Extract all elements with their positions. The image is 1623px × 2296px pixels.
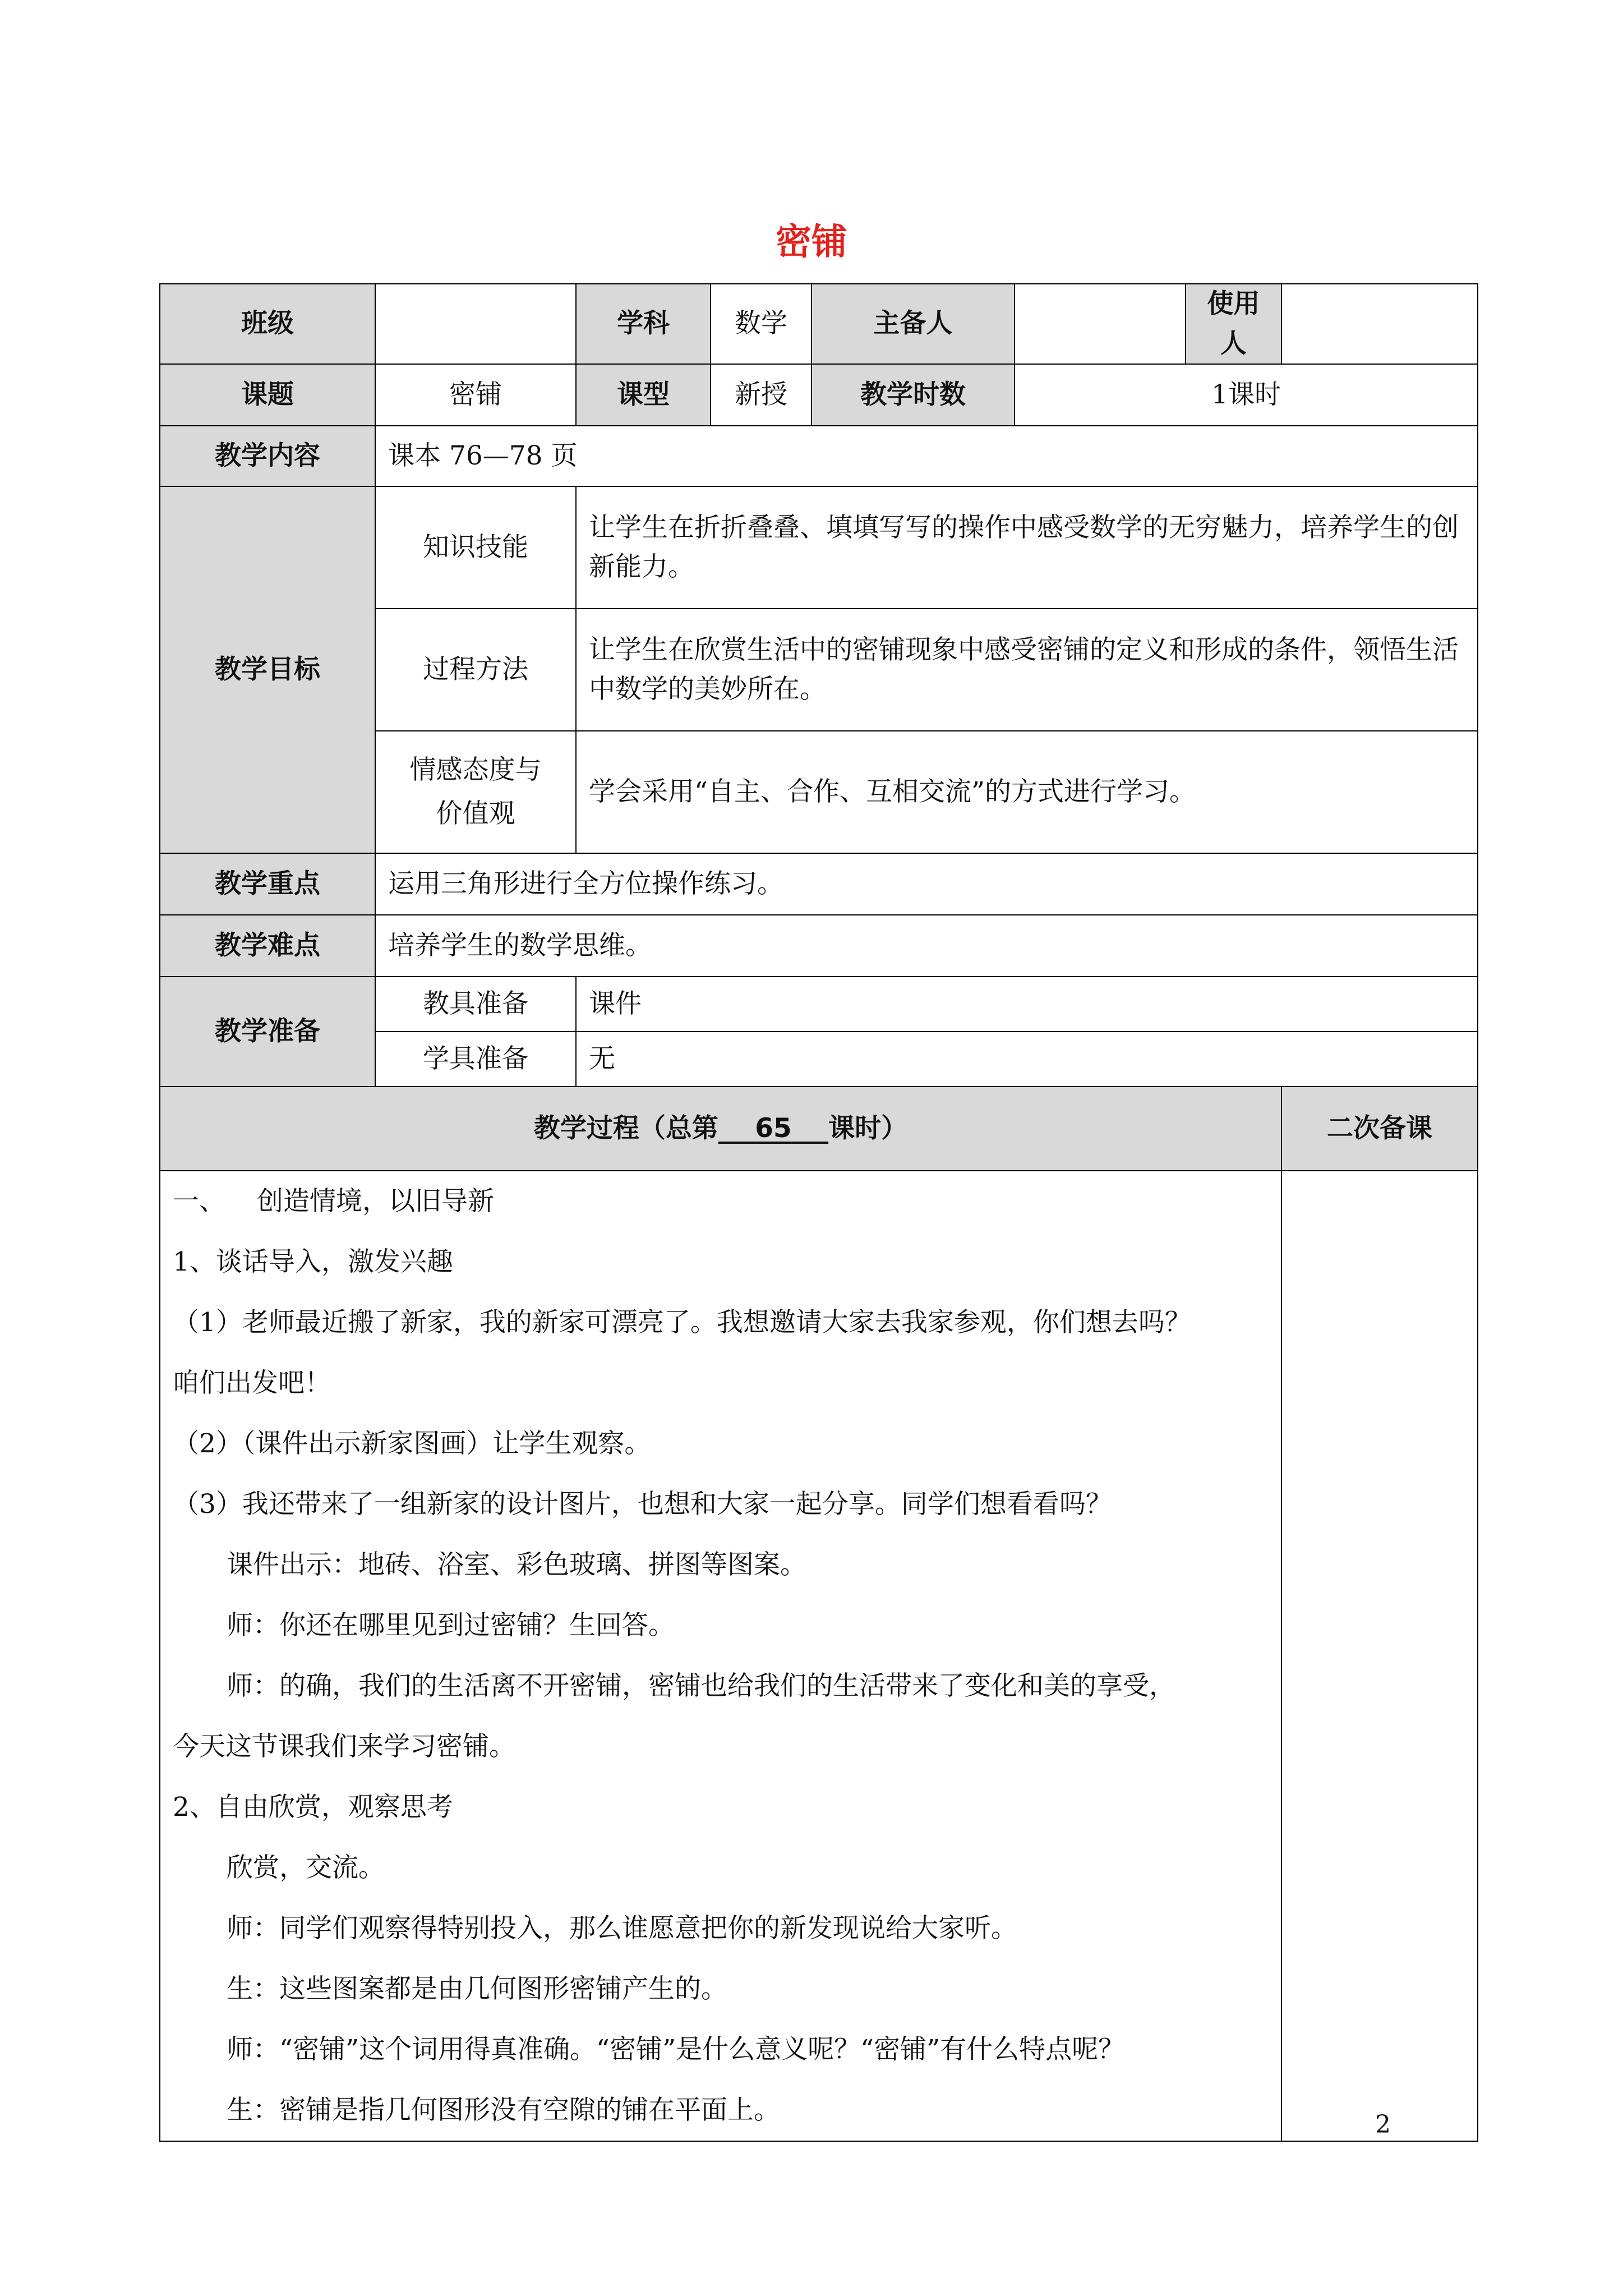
content-value: 课本 76—78 页 — [375, 426, 1478, 486]
objective-1-text: 让学生在折折叠叠、填填写写的操作中感受数学的无穷魅力，培养学生的创新能力。 — [576, 486, 1478, 609]
process-line: 咱们出发吧！ — [173, 1368, 331, 1398]
process-header-row — [160, 1087, 1478, 1171]
objective-3-text: 学会采用“自主、合作、互相交流”的方式进行学习。 — [576, 731, 1478, 853]
type-value: 新授 — [711, 364, 811, 426]
student-prep-value: 无 — [576, 1032, 1478, 1087]
process-line: （3）我还带来了一组新家的设计图片，也想和大家一起分享。同学们想看看吗？ — [173, 1489, 1112, 1520]
preparer-value — [1015, 284, 1186, 364]
teacher-prep-label: 教具准备 — [375, 977, 576, 1032]
lesson-plan-table — [159, 283, 1478, 2142]
process-content — [160, 1171, 1281, 2141]
second-prep-cell — [1281, 1171, 1478, 2141]
class-label: 班级 — [160, 284, 375, 364]
topic-value: 密铺 — [375, 364, 576, 426]
hours-value: 1课时 — [1015, 364, 1478, 426]
objective-2-label: 过程方法 — [375, 609, 576, 731]
header-row-1 — [160, 284, 1478, 364]
difficulty-row — [160, 915, 1478, 977]
class-value — [375, 284, 576, 364]
content-row — [160, 426, 1478, 486]
process-line: 1、谈话导入，激发兴趣 — [173, 1246, 453, 1277]
objective-3-label-line2: 价值观 — [436, 798, 515, 829]
process-line: 生：这些图案都是由几何图形密铺产生的。 — [227, 1973, 727, 2004]
second-prep-label: 二次备课 — [1281, 1087, 1478, 1171]
process-line: 师：“密铺”这个词用得真准确。“密铺”是什么意义呢？“密铺”有什么特点呢？ — [227, 2034, 1125, 2065]
subject-label: 学科 — [576, 284, 711, 364]
process-header — [160, 1087, 1281, 1171]
objectives-label: 教学目标 — [160, 486, 375, 853]
page-number: 2 — [1375, 2110, 1391, 2139]
section-heading: 一、 创造情境，以旧导新 — [173, 1186, 494, 1217]
objective-3-label — [375, 731, 576, 853]
topic-label: 课题 — [160, 364, 375, 426]
header-row-2 — [160, 364, 1478, 426]
process-header-suffix: 课时） — [828, 1112, 908, 1144]
process-line: 欣赏，交流。 — [227, 1852, 385, 1883]
hours-label: 教学时数 — [811, 364, 1015, 426]
user-label: 使用人 — [1186, 284, 1281, 364]
teacher-prep-value: 课件 — [576, 977, 1478, 1032]
key-point-value: 运用三角形进行全方位操作练习。 — [375, 853, 1478, 915]
difficulty-value: 培养学生的数学思维。 — [375, 915, 1478, 977]
objective-row-1 — [160, 486, 1478, 609]
key-point-row — [160, 853, 1478, 915]
preparer-label: 主备人 — [811, 284, 1015, 364]
student-prep-label: 学具准备 — [375, 1032, 576, 1087]
process-body-row — [160, 1171, 1478, 2141]
process-line: （2）（课件出示新家图画）让学生观察。 — [173, 1428, 651, 1459]
subject-value: 数学 — [711, 284, 811, 364]
process-header-prefix: 教学过程（总第 — [533, 1112, 718, 1144]
process-line: 师：同学们观察得特别投入，那么谁愿意把你的新发现说给大家听。 — [227, 1913, 1017, 1944]
document-title: 密铺 — [776, 222, 847, 263]
content-label: 教学内容 — [160, 426, 375, 486]
objective-1-label: 知识技能 — [375, 486, 576, 609]
objective-2-text: 让学生在欣赏生活中的密铺现象中感受密铺的定义和形成的条件，领悟生活中数学的美妙所在。 — [576, 609, 1478, 731]
process-line: 课件出示：地砖、浴室、彩色玻璃、拼图等图案。 — [227, 1549, 806, 1580]
key-point-label: 教学重点 — [160, 853, 375, 915]
difficulty-label: 教学难点 — [160, 915, 375, 977]
process-line: 今天这节课我们来学习密铺。 — [173, 1731, 515, 1762]
process-line: 生：密铺是指几何图形没有空隙的铺在平面上。 — [227, 2095, 780, 2125]
preparation-label: 教学准备 — [160, 977, 375, 1087]
process-line: 师：你还在哪里见到过密铺？生回答。 — [227, 1610, 675, 1641]
prep-row-1 — [160, 977, 1478, 1032]
process-line: （1）老师最近搬了新家，我的新家可漂亮了。我想邀请大家去我家参观，你们想去吗？ — [173, 1307, 1191, 1338]
process-line: 师：的确，我们的生活离不开密铺，密铺也给我们的生活带来了变化和美的享受， — [227, 1671, 1175, 1701]
objective-3-label-line1: 情感态度与 — [409, 754, 542, 786]
process-line: 2、自由欣赏，观察思考 — [173, 1792, 453, 1823]
lesson-number: 65 — [755, 1112, 792, 1144]
user-value — [1281, 284, 1478, 364]
type-label: 课型 — [576, 364, 711, 426]
